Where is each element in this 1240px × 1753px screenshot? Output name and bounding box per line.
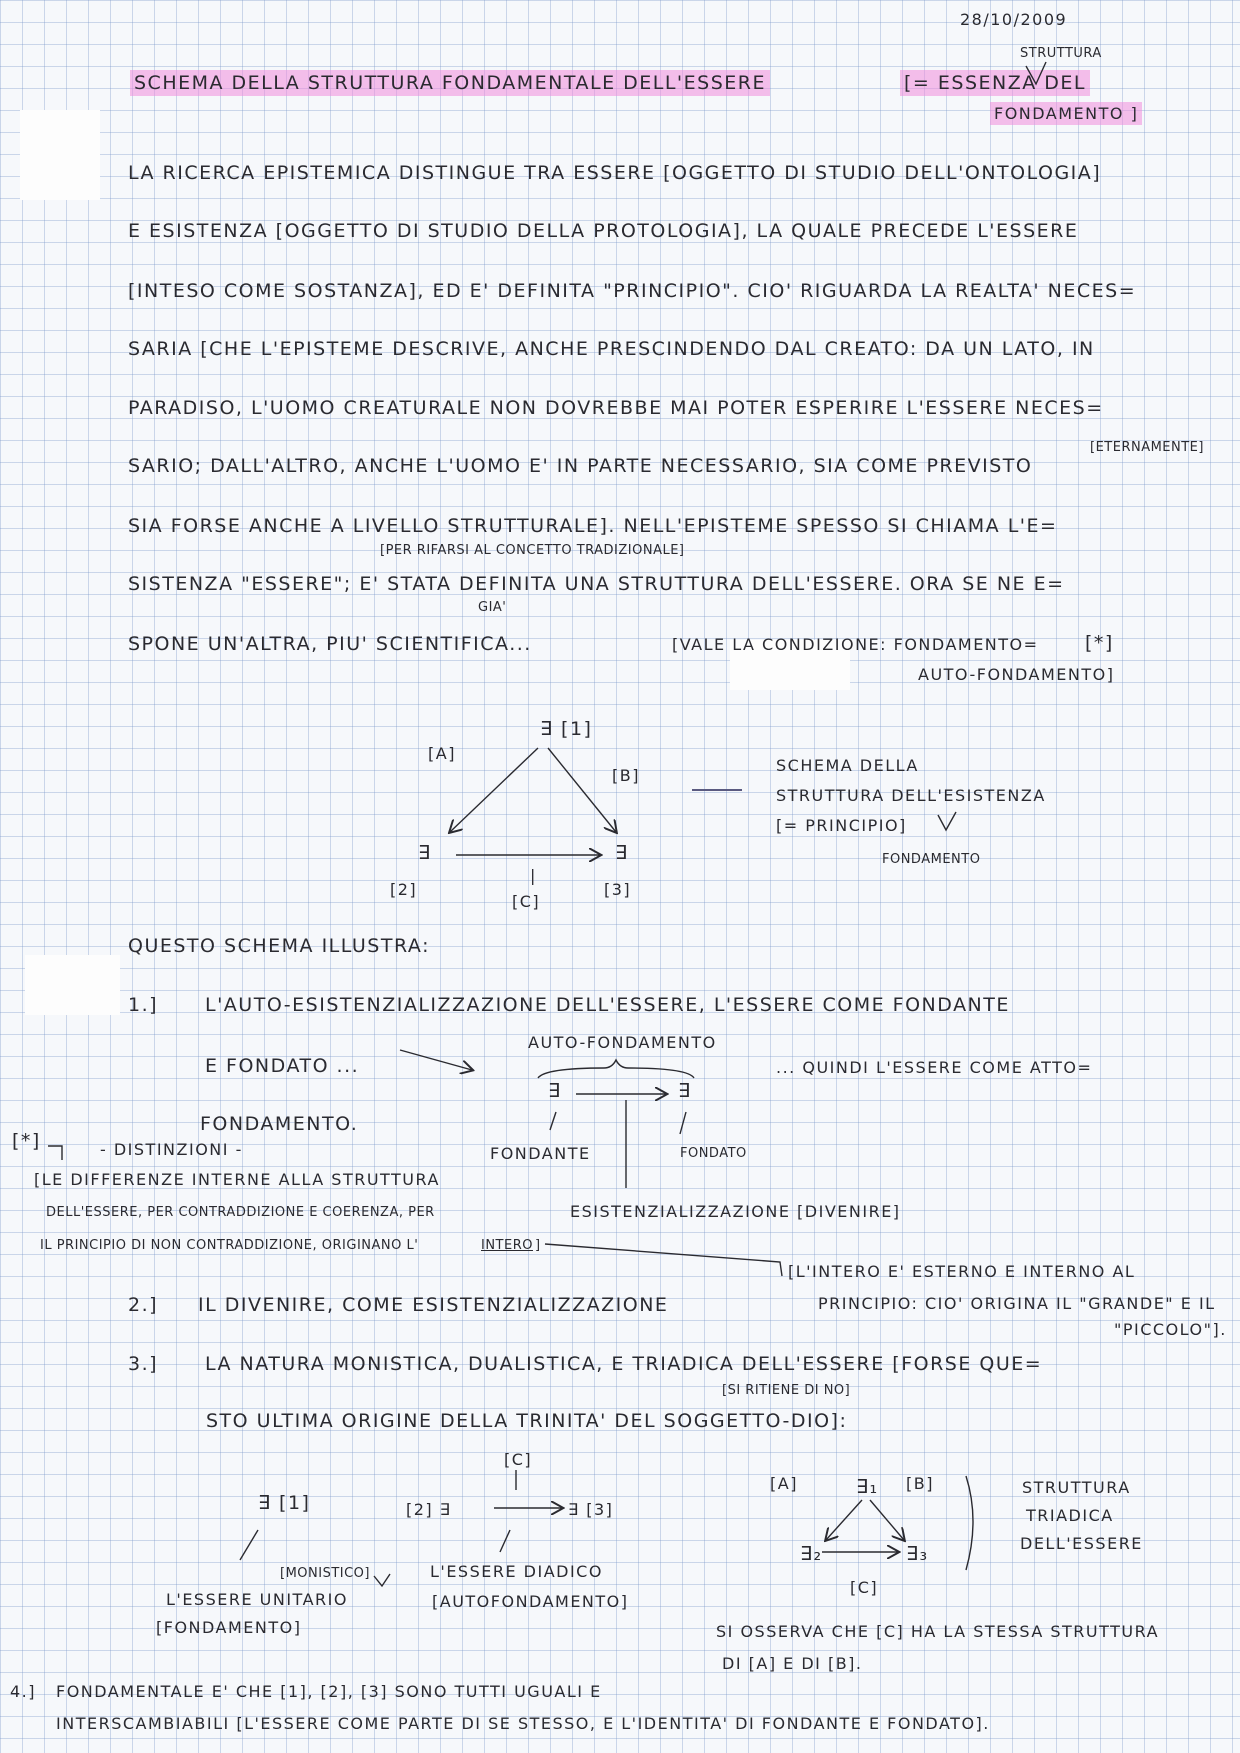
section-intro: QUESTO SCHEMA ILLUSTRA: (128, 935, 430, 957)
intero-note-line1: [L'INTERO E' ESTERNO E INTERNO AL (788, 1262, 1136, 1281)
item3-line1: LA NATURA MONISTICA, DUALISTICA, E TRIADICA DELL'ESSERE [FORSE QUE= (205, 1353, 1043, 1375)
intero-note-line2: PRINCIPIO: CIO' ORIGINA IL "GRANDE" E IL (818, 1294, 1216, 1313)
item2-text: IL DIVENIRE, COME ESISTENZIALIZZAZIONE (198, 1294, 669, 1316)
title-bracket: [= ESSENZA DEL (900, 70, 1090, 96)
item1-arrow (400, 1050, 472, 1070)
item1-fondato: FONDATO (680, 1146, 747, 1161)
diagram1-right: ∃ (615, 842, 629, 864)
diagram1-label-b: [B] (612, 766, 640, 785)
diagram1-left-label: [2] (390, 880, 418, 899)
title-bracket-end: FONDAMENTO ] (990, 102, 1142, 125)
body-line: SARIO; DALL'ALTRO, ANCHE L'UOMO E' IN PARTE NECESSARIO, SIA COME PREVISTO (128, 455, 1033, 477)
diagram1-arrow-b (548, 748, 616, 832)
diagram1-top: ∃ [1] (540, 718, 593, 740)
item1-auto: AUTO-FONDAMENTO (528, 1033, 717, 1052)
diagram2-dual-line (500, 1530, 510, 1552)
item1-tick-left (550, 1112, 556, 1130)
diagram1-caption-1: SCHEMA DELLA (776, 756, 919, 775)
item1-fondante: FONDANTE (490, 1144, 591, 1163)
diagram2-tri-arrow-b (870, 1500, 904, 1540)
condition-star: [*] (1085, 632, 1114, 654)
item1-line1: L'AUTO-ESISTENZIALIZZAZIONE DELL'ESSERE, L'ESSERE COME FONDANTE (205, 994, 1010, 1016)
item1-esistenzializzazione: ESISTENZIALIZZAZIONE [DIVENIRE] (570, 1202, 901, 1221)
side-note-star: [*] (12, 1130, 41, 1152)
diagram2-tri-a: [A] (770, 1474, 798, 1493)
item1-tick-right (680, 1112, 686, 1134)
diagram2-tri-b: [B] (906, 1474, 934, 1493)
item1-line2: E FONDATO ... (205, 1055, 360, 1077)
side-note-close: ] (535, 1238, 541, 1253)
item3-number: 3.] (128, 1353, 159, 1375)
condition-line-1: [VALE LA CONDIZIONE: FONDAMENTO= (672, 635, 1039, 654)
body-line: SPONE UN'ALTRA, PIU' SCIENTIFICA... (128, 633, 532, 655)
diagram2-observation-1: SI OSSERVA CHE [C] HA LA STESSA STRUTTURA (716, 1622, 1160, 1641)
diagram2-mono-tag: [MONISTICO] (280, 1566, 370, 1581)
diagram2-dual-right: ∃ [3] (568, 1500, 614, 1519)
item1-line3: FONDAMENTO. (200, 1113, 359, 1135)
item1-e2: ∃ (678, 1080, 692, 1102)
diagram2-tri-caption-2: TRIADICA (1026, 1506, 1114, 1525)
side-note-line3: IL PRINCIPIO DI NON CONTRADDIZIONE, ORIGINANO L' (40, 1238, 419, 1253)
item1-e1: ∃ (548, 1080, 562, 1102)
insert-rifarsi: [PER RIFARSI AL CONCETTO TRADIZIONALE] (380, 543, 685, 558)
diagram2-mono-caret (374, 1574, 390, 1586)
diagram1-caret (938, 812, 956, 830)
title-insert: STRUTTURA (1020, 46, 1102, 61)
item3-line2: STO ULTIMA ORIGINE DELLA TRINITA' DEL SOGGETTO-DIO]: (206, 1410, 848, 1432)
diagram2-c-top: [C] (504, 1450, 533, 1469)
side-note-intero: INTERO (481, 1238, 533, 1253)
item4-line1: FONDAMENTALE E' CHE [1], [2], [3] SONO TUTTI UGUALI E (56, 1682, 602, 1701)
diagram2-tri-caption-1: STRUTTURA (1022, 1478, 1131, 1497)
diagram1-caption-2: STRUTTURA DELL'ESISTENZA (776, 786, 1046, 805)
diagram1-caption-3: [= PRINCIPIO] (776, 816, 907, 835)
page-title: SCHEMA DELLA STRUTTURA FONDAMENTALE DELL'ESSERE (130, 70, 770, 96)
diagram2-unitario-b: [FONDAMENTO] (156, 1618, 302, 1637)
item1-line2b: ... QUINDI L'ESSERE COME ATTO= (776, 1058, 1093, 1077)
condition-line-2: AUTO-FONDAMENTO] (918, 665, 1115, 684)
diagram1-mid-label: [C] (512, 892, 541, 911)
side-note-line1: [LE DIFFERENZE INTERNE ALLA STRUTTURA (34, 1170, 440, 1189)
body-line: SIA FORSE ANCHE A LIVELLO STRUTTURALE]. NELL'EPISTEME SPESSO SI CHIAMA L'E= (128, 515, 1058, 537)
diagram2-diadico-b: [AUTOFONDAMENTO] (432, 1592, 629, 1611)
body-line: E ESISTENZA [OGGETTO DI STUDIO DELLA PROTOLOGIA], LA QUALE PRECEDE L'ESSERE (128, 220, 1079, 242)
diagram2-tri-c: [C] (850, 1578, 879, 1597)
item4-line2: INTERSCAMBIABILI [L'ESSERE COME PARTE DI SE STESSO, E L'IDENTITA' DI FONDANTE E FONDATO]. (56, 1714, 990, 1733)
diagram1-right-label: [3] (604, 880, 632, 899)
body-line: SARIA [CHE L'EPISTEME DESCRIVE, ANCHE PRESCINDENDO DAL CREATO: DA UN LATO, IN (128, 338, 1095, 360)
title-caret (1026, 62, 1046, 84)
insert-eternamente: [ETERNAMENTE] (1090, 440, 1204, 455)
date: 28/10/2009 (960, 10, 1068, 29)
diagram2-mono: ∃ [1] (258, 1492, 311, 1514)
diagram2-diadico: L'ESSERE DIADICO (430, 1562, 603, 1581)
body-line: PARADISO, L'UOMO CREATURALE NON DOVREBBE MAI POTER ESPERIRE L'ESSERE NECES= (128, 397, 1104, 419)
item1-brace (538, 1060, 694, 1078)
diagram2-mono-line (240, 1530, 258, 1560)
diagram2-tri-top: ∃₁ (856, 1476, 879, 1498)
body-line: [INTESO COME SOSTANZA], ED E' DEFINITA "PRINCIPIO". CIO' RIGUARDA LA REALTA' NECES= (128, 280, 1137, 302)
diagram1-arrow-a (450, 748, 538, 832)
diagram2-tri-caption-3: DELL'ESSERE (1020, 1534, 1143, 1553)
diagram2-tri-brace (966, 1476, 973, 1570)
intero-note-line3: "PICCOLO"]. (1114, 1320, 1227, 1339)
item2-number: 2.] (128, 1294, 159, 1316)
body-line: LA RICERCA EPISTEMICA DISTINGUE TRA ESSERE [OGGETTO DI STUDIO DELL'ONTOLOGIA] (128, 162, 1102, 184)
side-note-hook (48, 1146, 62, 1160)
diagram1-mid-tick: | (530, 866, 537, 885)
intero-pointer (545, 1244, 782, 1276)
item1-number: 1.] (128, 994, 159, 1016)
side-note-line2: DELL'ESSERE, PER CONTRADDIZIONE E COERENZA, PER (46, 1205, 435, 1220)
diagram2-dual-left: [2] ∃ (406, 1500, 452, 1519)
side-note-distinzioni: - DISTINZIONI - (100, 1140, 243, 1159)
diagram1-left: ∃ (418, 842, 432, 864)
item4-number: 4.] (10, 1682, 37, 1701)
diagram2-tri-left: ∃₂ (800, 1543, 823, 1565)
diagram2-tri-right: ∃₃ (906, 1543, 929, 1565)
diagram2-observation-2: DI [A] E DI [B]. (722, 1654, 863, 1673)
item3-insert: [SI RITIENE DI NO] (722, 1383, 851, 1398)
diagram1-caption-4: FONDAMENTO (882, 852, 981, 867)
body-line: SISTENZA "ESSERE"; E' STATA DEFINITA UNA STRUTTURA DELL'ESSERE. ORA SE NE E= (128, 573, 1065, 595)
diagram2-tri-arrow-a (826, 1500, 862, 1540)
diagram2-unitario: L'ESSERE UNITARIO (166, 1590, 348, 1609)
diagram1-label-a: [A] (428, 744, 456, 763)
insert-gia: GIA' (478, 600, 507, 615)
